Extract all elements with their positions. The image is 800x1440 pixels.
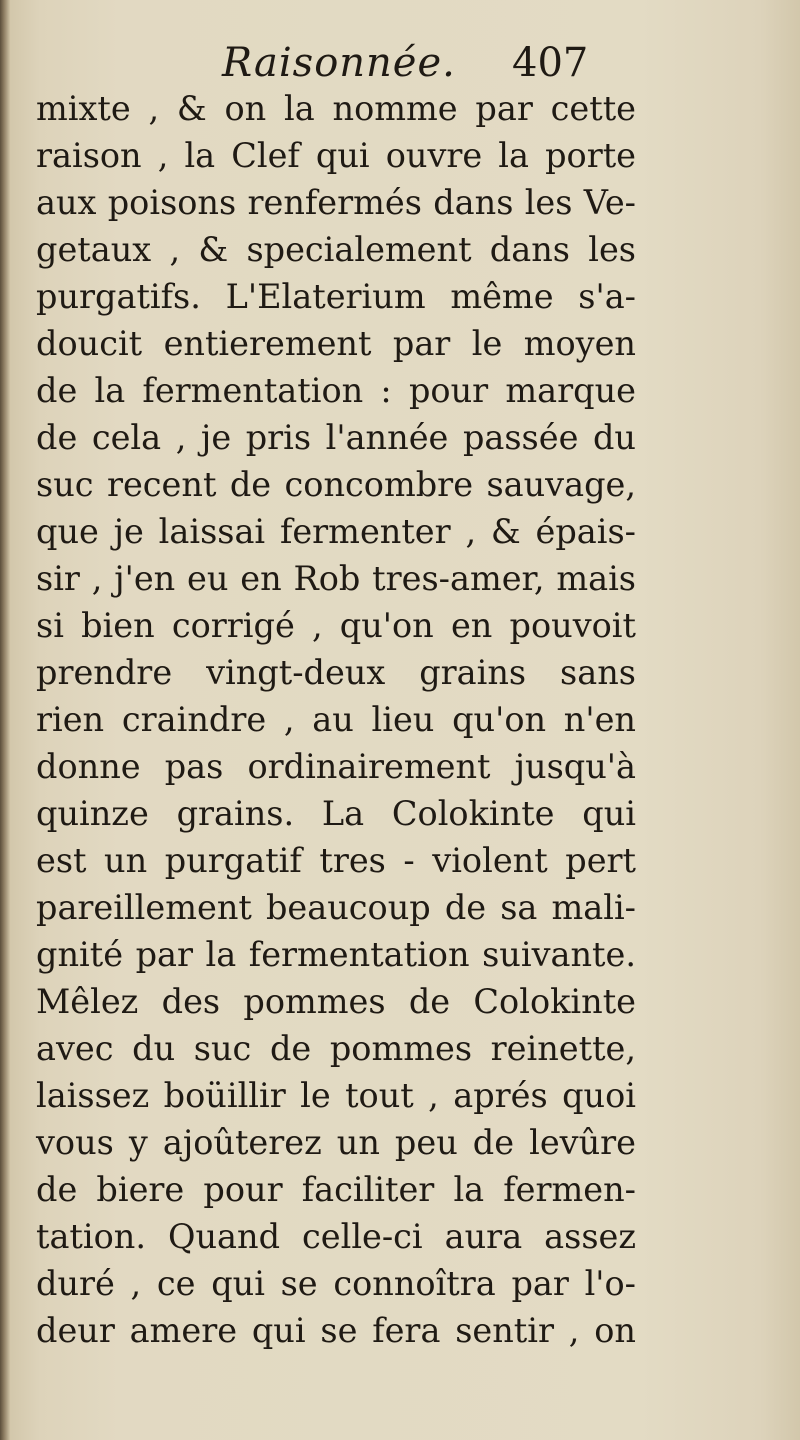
text-line: tation. Quand celle-ci aura assez <box>36 1217 636 1256</box>
text-line: rien craindre , au lieu qu'on n'en <box>36 700 636 739</box>
text-line: getaux , & specialement dans les <box>36 230 636 269</box>
text-line: vous y ajoûterez un peu de levûre <box>36 1123 636 1162</box>
text-line: doucit entierement par le moyen <box>36 324 636 363</box>
running-title: Raisonnée. <box>222 40 456 86</box>
text-line: de cela , je pris l'année passée du <box>36 418 636 457</box>
text-line: avec du suc de pommes reinette, <box>36 1029 636 1068</box>
binding-gutter <box>0 0 10 1440</box>
text-line: donne pas ordinairement jusqu'à <box>36 747 636 786</box>
text-line: deur amere qui se fera sentir , on <box>36 1311 636 1350</box>
page-number: 407 <box>512 40 589 86</box>
text-line: quinze grains. La Colokinte qui <box>36 794 636 833</box>
text-line: purgatifs. L'Elaterium même s'a- <box>36 277 636 316</box>
text-line: laissez boüillir le tout , aprés quoi <box>36 1076 636 1115</box>
text-line: suc recent de concombre sauvage, <box>36 465 636 504</box>
text-line: de la fermentation : pour marque <box>36 371 636 410</box>
text-line: Mêlez des pommes de Colokinte <box>36 982 636 1021</box>
text-line: duré , ce qui se connoîtra par l'o- <box>36 1264 636 1303</box>
text-block <box>36 85 636 1354</box>
text-line: si bien corrigé , qu'on en pouvoit <box>36 606 636 645</box>
text-line: raison , la Clef qui ouvre la porte <box>36 136 636 175</box>
text-line: sir , j'en eu en Rob tres-amer, mais <box>36 559 636 598</box>
text-line: que je laissai fermenter , & épais- <box>36 512 636 551</box>
text-line: aux poisons renfermés dans les Ve- <box>36 183 636 222</box>
text-line: mixte , & on la nomme par cette <box>36 89 636 128</box>
text-line: pareillement beaucoup de sa mali- <box>36 888 636 927</box>
text-line: prendre vingt-deux grains sans <box>36 653 636 692</box>
text-line: de biere pour faciliter la fermen- <box>36 1170 636 1209</box>
text-line: gnité par la fermentation suivante. <box>36 935 636 974</box>
text-line: est un purgatif tres - violent pert <box>36 841 636 880</box>
